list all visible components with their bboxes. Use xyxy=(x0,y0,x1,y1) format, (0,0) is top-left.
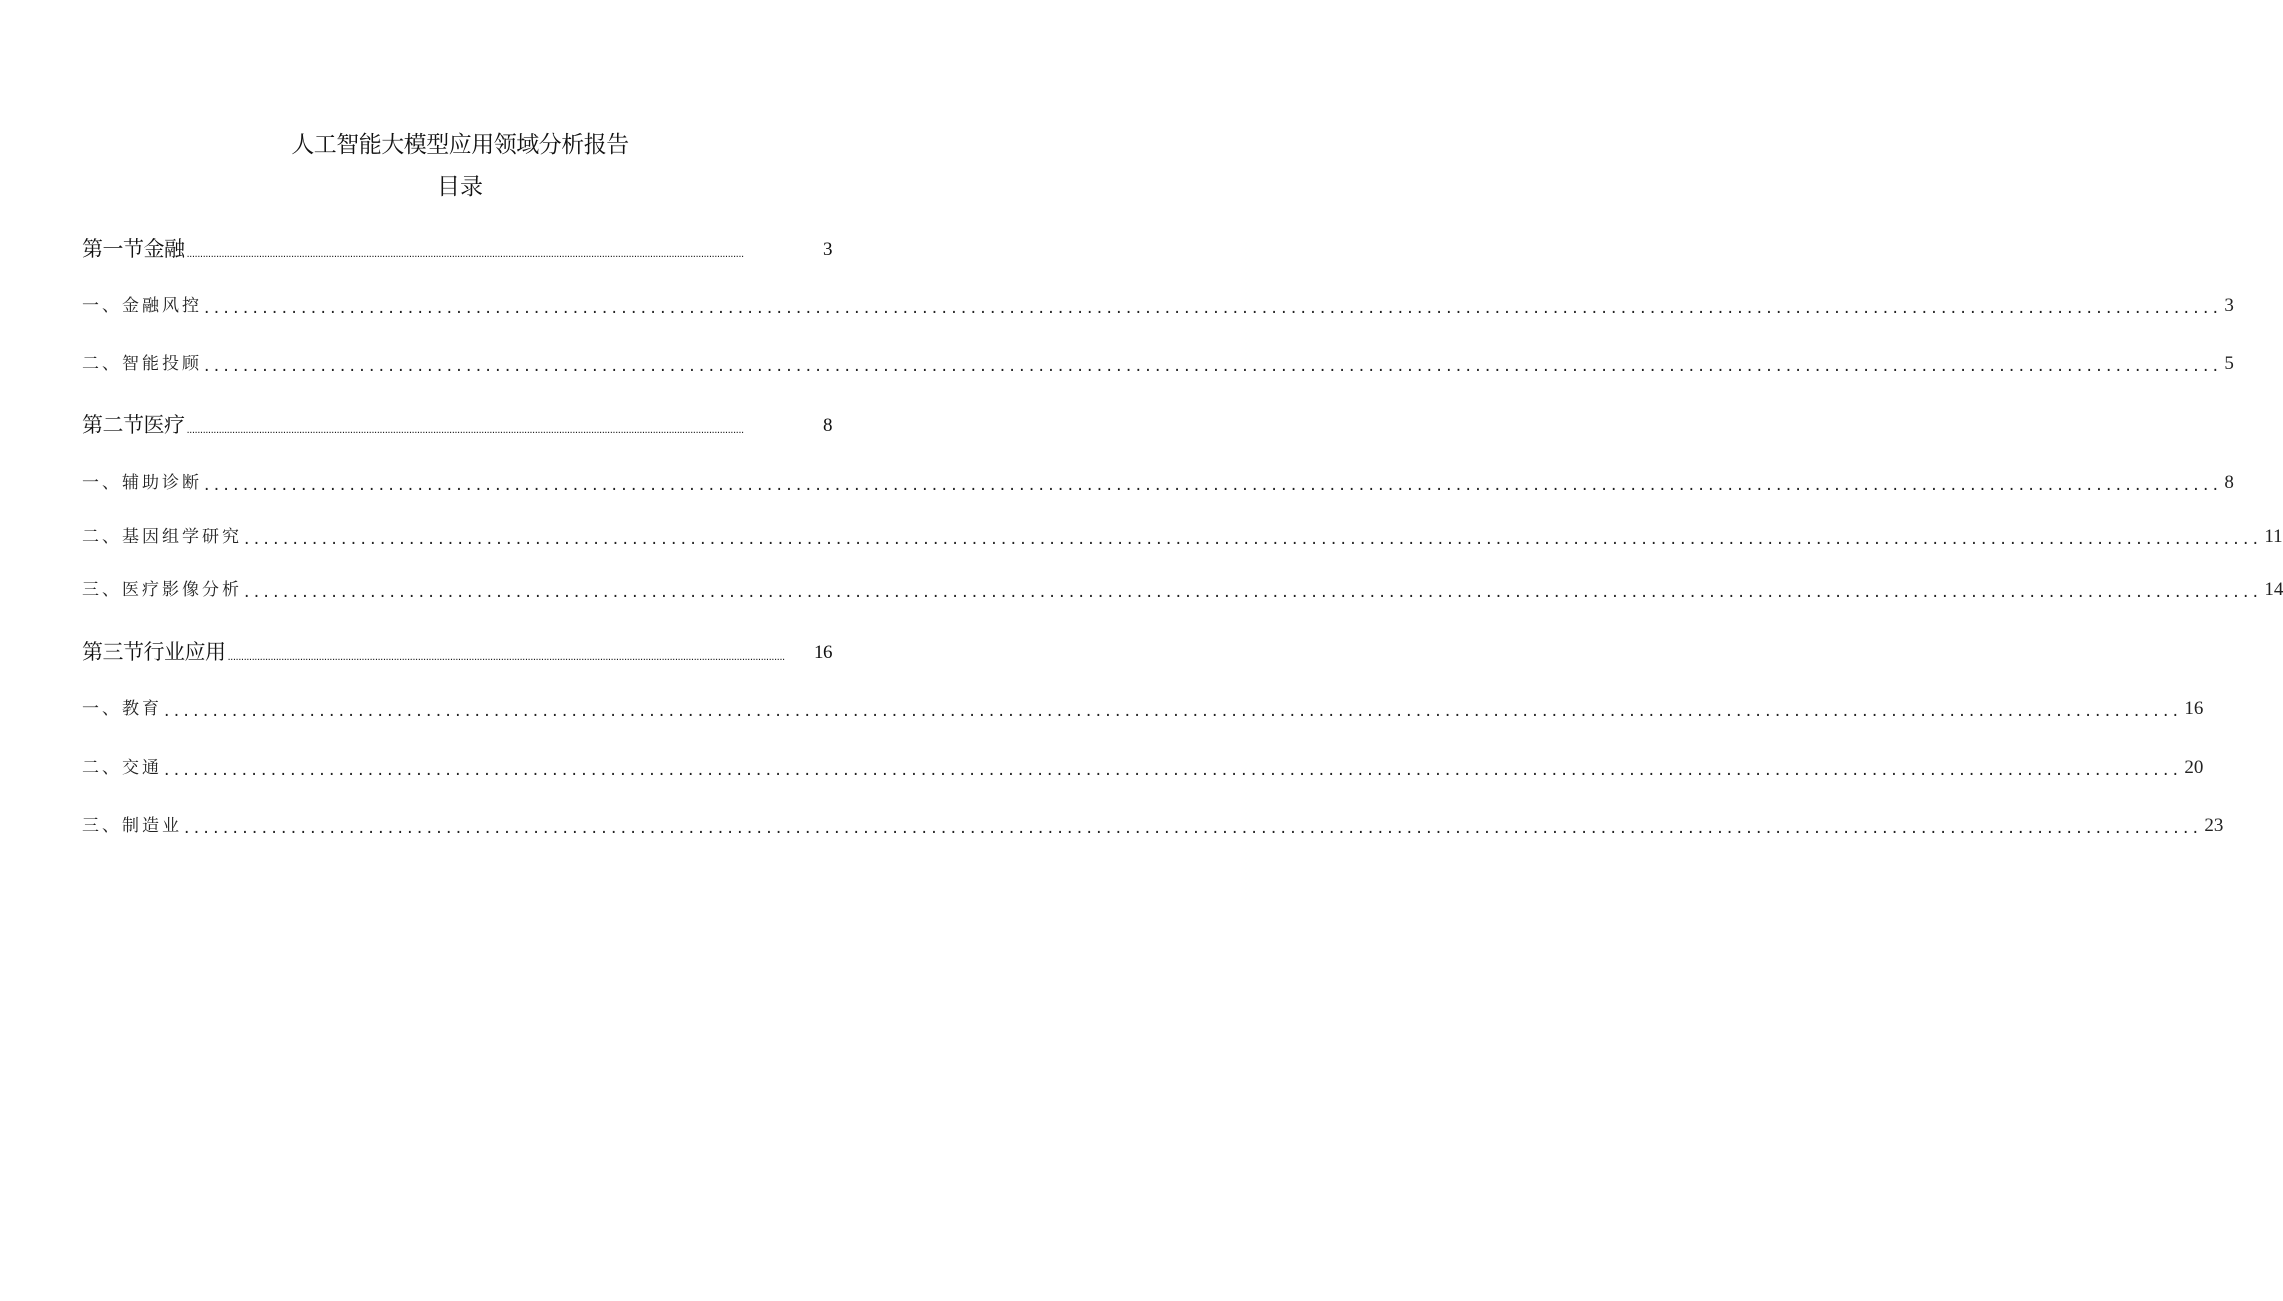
toc-leader-dots: ................................................................................................................................................................................................................ xyxy=(186,249,744,260)
document-title: 人工智能大模型应用领域分析报告 xyxy=(291,132,629,158)
toc-entry-subsection-1-2[interactable] xyxy=(82,350,2234,378)
toc-entry-subsection-2-2[interactable] xyxy=(82,523,2283,551)
toc-entry-subsection-2-3[interactable] xyxy=(82,576,2283,604)
toc-leader-dots: ................................................................................................................................................................................................................ xyxy=(204,475,2223,495)
toc-leader-dots: ................................................................................................................................................................................................................ xyxy=(227,652,785,663)
toc-entry-label: 第三节行业应用 xyxy=(82,640,226,664)
toc-entry-subsection-3-1[interactable] xyxy=(82,695,2204,723)
toc-entry-label: 第一节金融 xyxy=(82,237,185,261)
toc-entry-label: 第二节医疗 xyxy=(82,413,185,437)
toc-leader-dots: ................................................................................................................................................................................................................ xyxy=(164,760,2183,780)
toc-leader-dots: ................................................................................................................................................................................................................ xyxy=(244,582,2263,602)
toc-entry-page-number: 11 xyxy=(2264,526,2283,547)
toc-leader-dots: ................................................................................................................................................................................................................ xyxy=(204,298,2223,318)
toc-entry-page-number: 5 xyxy=(2224,353,2234,374)
toc-entry-label: 一、辅助诊断 xyxy=(82,473,202,493)
toc-leader-dots: ................................................................................................................................................................................................................ xyxy=(244,529,2263,549)
toc-entry-subsection-3-2[interactable] xyxy=(82,754,2204,782)
toc-heading: 目录 xyxy=(437,174,483,200)
toc-leader-dots: ................................................................................................................................................................................................................ xyxy=(164,701,2183,721)
toc-entry-label: 一、金融风控 xyxy=(82,296,202,316)
toc-leader-dots: ................................................................................................................................................................................................................ xyxy=(184,818,2203,838)
toc-entry-section-3[interactable] xyxy=(82,637,832,667)
toc-leader-dots: ................................................................................................................................................................................................................ xyxy=(186,425,744,436)
toc-entry-page-number: 20 xyxy=(2184,757,2204,778)
toc-entry-section-1[interactable] xyxy=(82,234,832,264)
toc-entry-subsection-3-3[interactable] xyxy=(82,812,2224,840)
toc-entry-page-number: 23 xyxy=(2204,815,2224,836)
table-of-contents xyxy=(82,0,2283,1301)
toc-entry-section-2[interactable] xyxy=(82,410,832,440)
toc-entry-page-number: 16 xyxy=(2184,698,2204,719)
toc-entry-label: 二、交通 xyxy=(82,758,162,778)
toc-entry-label: 二、智能投顾 xyxy=(82,354,202,374)
toc-entry-label: 三、制造业 xyxy=(82,816,182,836)
toc-entry-subsection-2-1[interactable] xyxy=(82,469,2234,497)
toc-leader-dots: ................................................................................................................................................................................................................ xyxy=(204,356,2223,376)
toc-entry-label: 三、医疗影像分析 xyxy=(82,580,242,600)
toc-entry-label: 二、基因组学研究 xyxy=(82,527,242,547)
toc-entry-page-number: 14 xyxy=(2264,579,2283,600)
toc-entry-page-number: 3 xyxy=(823,239,832,260)
toc-entry-page-number: 8 xyxy=(2224,472,2234,493)
toc-entry-page-number: 16 xyxy=(814,642,832,663)
toc-entry-page-number: 8 xyxy=(823,415,832,436)
toc-entry-page-number: 3 xyxy=(2224,295,2234,316)
toc-entry-label: 一、教育 xyxy=(82,699,162,719)
toc-entry-subsection-1-1[interactable] xyxy=(82,292,2234,320)
